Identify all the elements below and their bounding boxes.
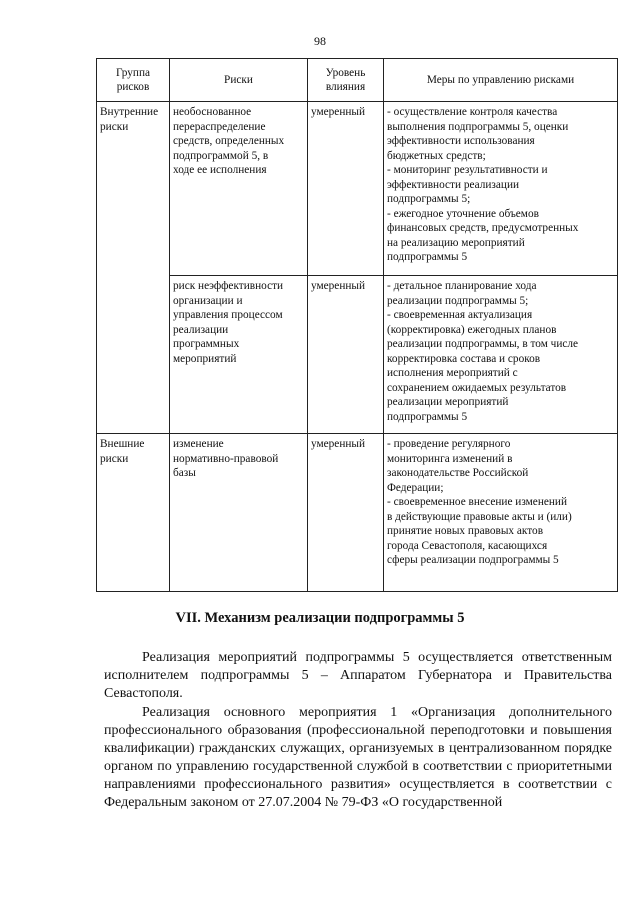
header-risks: Риски — [170, 59, 308, 102]
impact-level-cell: умеренный — [308, 102, 384, 276]
risk-group-cell: Внешние риски — [97, 434, 170, 592]
header-impact-level: Уровень влияния — [308, 59, 384, 102]
body-text — [104, 649, 612, 812]
measures-cell: - детальное планирование хода реализации подпрограммы 5; - своевременная актуализация (корректировка) ежегодных планов реализации подпрограммы, в том числе корректировка состава и сроков исполнения мероприятий с сохранением ожидаемых результатов реализации мероприятий подпрограммы 5 — [384, 276, 618, 434]
table-row — [97, 276, 618, 434]
header-risk-measures: Меры по управлению рисками — [384, 59, 618, 102]
table-row — [97, 102, 618, 276]
risk-group-cell: Внутренние риски — [97, 102, 170, 434]
paragraph: Реализация мероприятий подпрограммы 5 осуществляется ответственным исполнителем подпрограммы 5 – Аппаратом Губернатора и Правительства Севастополя. — [104, 650, 612, 701]
risk-cell: риск неэффективности организации и управления процессом реализации программных мероприятий — [170, 276, 308, 434]
table-row — [97, 434, 618, 592]
risk-management-table — [96, 58, 618, 592]
paragraph: Реализация основного мероприятия 1 «Организация дополнительного профессионального образования (профессиональной переподготовки и повышения квалификации) гражданских служащих, организуемых в централизованном порядке органом по управлению государственной службой в соответствии с приоритетными направлениями профессионального развития» осуществляется в соответствии с Федеральным законом от 27.07.2004 № 79-ФЗ «О государственной — [104, 705, 612, 810]
measures-cell: - проведение регулярного мониторинга изменений в законодательстве Российской Федерации; - своевременное внесение изменений в действующие правовые акты и (или) принятие новых правовых актов города Севастополя, касающихся сферы реализации подпрограммы 5 — [384, 434, 618, 592]
header-risk-group: Группа рисков — [97, 59, 170, 102]
table-header-row — [97, 59, 618, 102]
section-heading: VII. Механизм реализации подпрограммы 5 — [175, 610, 465, 626]
impact-level-cell: умеренный — [308, 434, 384, 592]
risk-cell: изменение нормативно-правовой базы — [170, 434, 308, 592]
page-number: 98 — [314, 34, 326, 48]
measures-cell: - осуществление контроля качества выполнения подпрограммы 5, оценки эффективности использования бюджетных средств; - мониторинг результативности и эффективности реализации подпрограммы 5; - ежегодное уточнение объемов финансовых средств, предусмотренных на реализацию мероприятий подпрограммы 5 — [384, 102, 618, 276]
risk-cell: необоснованное перераспределение средств, определенных подпрограммой 5, в ходе ее исполнения — [170, 102, 308, 276]
impact-level-cell: умеренный — [308, 276, 384, 434]
